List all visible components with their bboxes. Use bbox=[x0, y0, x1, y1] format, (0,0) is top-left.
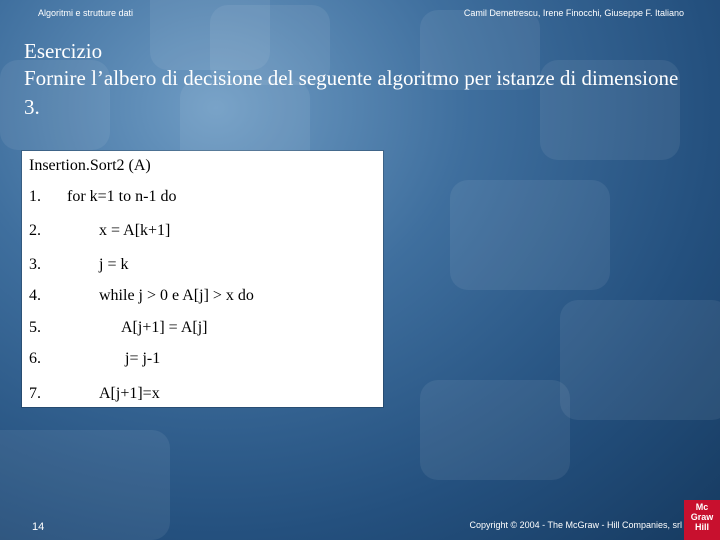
background-key bbox=[0, 430, 170, 540]
line-text: j= j-1 bbox=[125, 350, 161, 367]
authors: Camil Demetrescu, Irene Finocchi, Giuseppe F. Italiano bbox=[463, 8, 684, 18]
line-text: while j > 0 e A[j] > x do bbox=[99, 287, 254, 304]
logo-text-line: Hill bbox=[694, 522, 709, 532]
line-number: 3. bbox=[29, 256, 41, 273]
line-text: x = A[k+1] bbox=[99, 222, 171, 239]
slide-title: Esercizio bbox=[24, 39, 103, 63]
line-number: 7. bbox=[29, 385, 41, 402]
pseudocode-header: Insertion.Sort2 (A) bbox=[29, 157, 151, 174]
line-text: for k=1 to n-1 do bbox=[67, 188, 177, 205]
line-number: 2. bbox=[29, 222, 41, 239]
logo-text-line: Graw bbox=[690, 512, 714, 522]
line-text: A[j+1] = A[j] bbox=[121, 319, 208, 336]
slide-subtitle: Fornire l’albero di decisione del seguente algoritmo per istanze di dimensione 3. bbox=[24, 66, 679, 119]
course-title: Algoritmi e strutture dati bbox=[38, 8, 134, 18]
background-key bbox=[420, 380, 570, 480]
line-text: j = k bbox=[99, 256, 129, 273]
publisher-logo bbox=[684, 500, 720, 540]
logo-text-line: Mc bbox=[695, 502, 709, 512]
copyright-notice: Copyright © 2004 - The McGraw - Hill Companies, srl bbox=[469, 520, 682, 530]
background-key bbox=[450, 180, 610, 290]
line-number: 6. bbox=[29, 350, 41, 367]
line-number: 5. bbox=[29, 319, 41, 336]
page-number: 14 bbox=[32, 521, 45, 533]
background-key bbox=[560, 300, 720, 420]
line-number: 1. bbox=[29, 188, 41, 205]
pseudocode-box bbox=[22, 151, 383, 407]
line-number: 4. bbox=[29, 287, 41, 304]
line-text: A[j+1]=x bbox=[99, 385, 160, 402]
